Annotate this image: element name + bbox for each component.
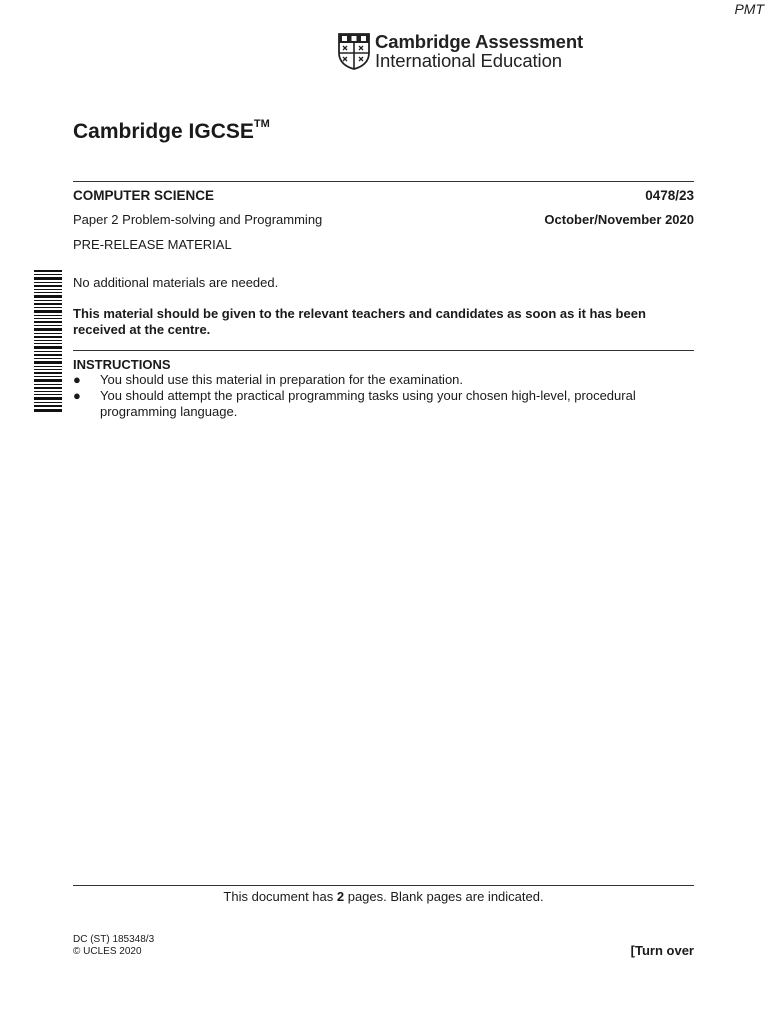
copyright: © UCLES 2020 — [73, 946, 142, 957]
paper-code: 0478/23 — [645, 188, 694, 203]
page-count-suffix: pages. Blank pages are indicated. — [344, 889, 544, 904]
qualification-name: Cambridge IGCSE — [73, 120, 254, 143]
page-count: 2 — [336, 889, 345, 904]
instructions-list — [73, 372, 694, 420]
cambridge-logo — [338, 32, 583, 70]
divider-bottom — [73, 885, 694, 886]
subject: COMPUTER SCIENCE — [73, 188, 215, 203]
page-count-note — [73, 889, 694, 905]
barcode — [34, 270, 62, 412]
logo-line-1: Cambridge Assessment — [375, 31, 584, 52]
paper-title: Paper 2 Problem-solving and Programming — [73, 212, 323, 227]
divider-mid — [73, 350, 694, 351]
bullet-icon: ● — [73, 372, 81, 387]
material-type: PRE-RELEASE MATERIAL — [73, 237, 232, 252]
logo-line-2: International Education — [375, 50, 562, 71]
document-ref: DC (ST) 185348/3 — [73, 934, 155, 945]
materials-note: No additional materials are needed. — [73, 275, 279, 290]
crest-icon — [338, 33, 370, 70]
instruction-text: You should attempt the practical programming tasks using your chosen high-level, procedural programming language. — [100, 388, 636, 419]
turn-over: [Turn over — [630, 943, 694, 958]
divider-top — [73, 181, 694, 182]
list-item — [73, 388, 694, 420]
instruction-text: You should use this material in preparation for the examination. — [100, 372, 464, 387]
list-item — [73, 372, 694, 388]
corner-tag: PMT — [734, 1, 764, 17]
instructions-heading: INSTRUCTIONS — [73, 357, 171, 372]
bullet-icon: ● — [73, 388, 81, 403]
distribution-note: This material should be given to the relevant teachers and candidates as soon as it has been received at the centre. — [73, 306, 646, 337]
qualification-title — [73, 120, 270, 144]
trademark-mark: TM — [253, 118, 270, 130]
page-count-prefix: This document has — [223, 889, 337, 904]
exam-session: October/November 2020 — [544, 212, 694, 227]
